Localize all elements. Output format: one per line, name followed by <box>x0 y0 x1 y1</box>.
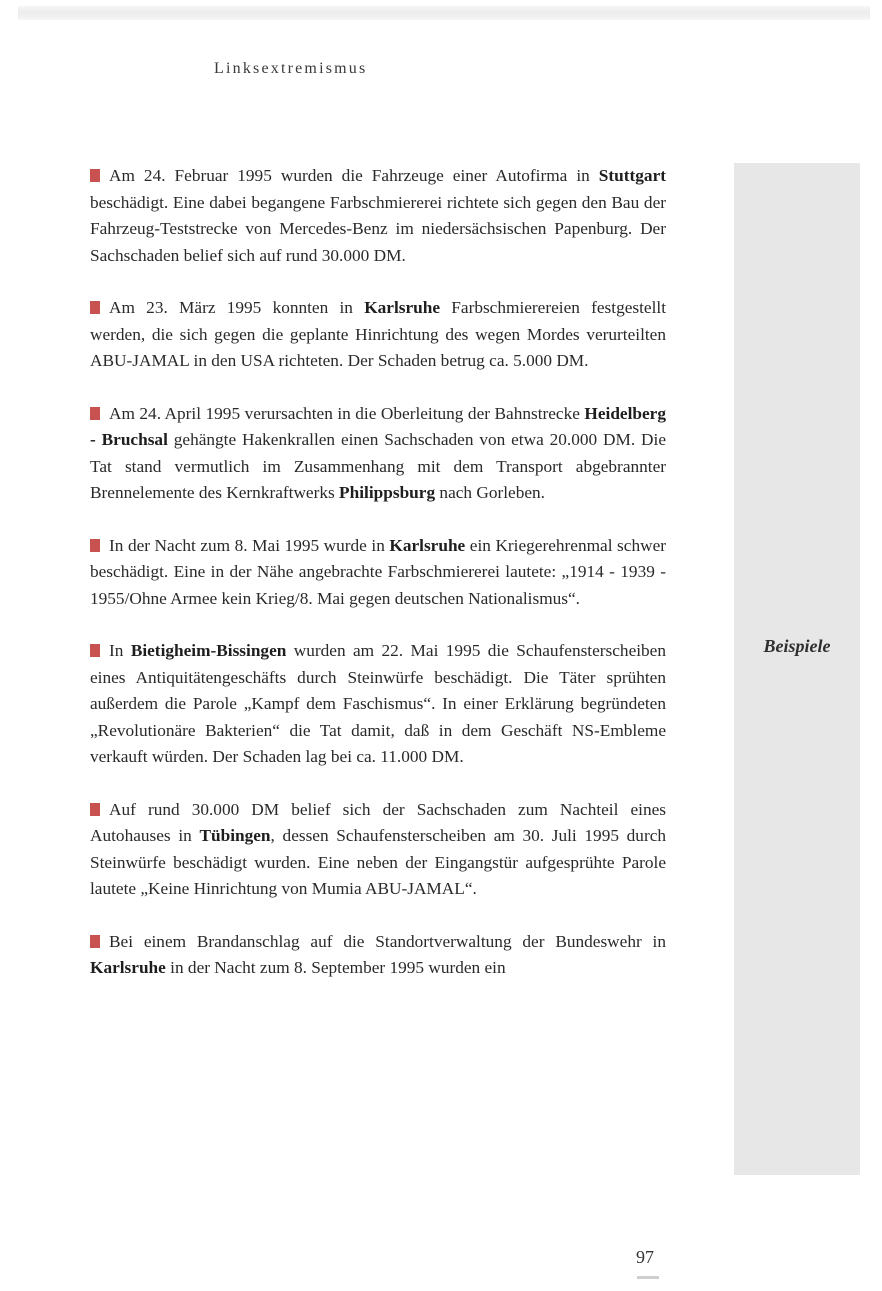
text-run: gehängte Hakenkrallen einen Sachschaden von etwa 20.000 DM. Die Tat stand vermutlich im Zusammenhang mit dem Transport abgebrannter Brennelemente des Kernkraftwerks <box>90 430 666 502</box>
text-run: In der Nacht zum 8. Mai 1995 wurde in <box>109 535 390 555</box>
text-run: beschädigt. Eine dabei begangene Farbschmiererei richtete sich gegen den Bau der Fahrzeug-Teststrecke von Mercedes-Benz im niedersächsischen Papenburg. Der Sachschaden belief sich auf rund 30.000 DM. <box>90 192 666 265</box>
paragraph-6 <box>90 797 666 903</box>
bullet-square-icon <box>90 169 100 182</box>
margin-label-beispiele: Beispiele <box>763 636 831 656</box>
text-run: in der Nacht zum 8. September 1995 wurden ein <box>165 958 506 977</box>
paragraph-2 <box>90 295 666 375</box>
bold-place-name: Tübingen <box>199 826 271 845</box>
text-run: Farbschmierereien festgestellt werden, die sich gegen die geplante Hinrichtung des wegen Mordes verurteilten ABU-JAMAL in den USA richteten. Der Schaden betrug ca. 5.000 DM. <box>90 298 666 370</box>
bold-place-name: Karlsruhe <box>364 298 441 317</box>
page-number-underline <box>637 1276 659 1279</box>
bold-place-name: Heidelberg - Bruchsal <box>90 403 666 449</box>
text-run: Am 23. März 1995 konnten in <box>109 298 365 317</box>
margin-column <box>734 163 860 1175</box>
bold-place-name: Karlsruhe <box>90 958 166 977</box>
running-header: Linksextremismus <box>214 60 368 77</box>
bold-place-name: Bietigheim-Bissingen <box>130 641 287 660</box>
paragraph-7 <box>90 929 666 982</box>
bold-place-name: Stuttgart <box>598 166 666 185</box>
text-run: Am 24. April 1995 verursachten in die Oberleitung der Bahnstrecke <box>109 403 585 423</box>
paragraph-1 <box>90 163 666 269</box>
paragraph-5 <box>90 638 666 771</box>
body-text <box>90 163 666 1008</box>
text-run: nach Gorleben. <box>435 483 545 502</box>
text-run: wurden am 22. Mai 1995 die Schaufensterscheiben eines Antiquitätengeschäfts durch Steinwürfe beschädigt. Die Täter sprühten außerdem die Parole „Kampf dem Faschismus“. In einer Erklärung begründeten „Revolutionäre Bakterien“ die Tat damit, daß in dem Geschäft NS-Embleme verkauft würden. Der Schaden lag bei ca. 11.000 DM. <box>90 641 666 766</box>
text-run: , dessen Schaufensterscheiben am 30. Juli 1995 durch Steinwürfe beschädigt wurden. Eine neben der Eingangstür aufgesprühte Parole lautete „Keine Hinrichtung von Mumia ABU-JAMAL“. <box>90 826 667 898</box>
bullet-square-icon <box>90 407 100 420</box>
bold-place-name: Karlsruhe <box>389 535 466 555</box>
text-run: Am 24. Februar 1995 wurden die Fahrzeuge einer Autofirma in <box>109 166 599 185</box>
bullet-square-icon <box>90 539 100 552</box>
top-edge-shadow <box>18 6 870 20</box>
bullet-square-icon <box>90 644 100 657</box>
paragraph-4 <box>90 533 666 613</box>
text-run: Bei einem Brandanschlag auf die Standortverwaltung der Bundeswehr in <box>109 931 666 951</box>
bullet-square-icon <box>90 935 100 948</box>
bullet-square-icon <box>90 301 100 314</box>
text-run: In <box>109 641 131 660</box>
paragraph-3 <box>90 401 666 507</box>
bullet-square-icon <box>90 803 100 816</box>
text-run: Auf rund 30.000 DM belief sich der Sachschaden zum Nachteil eines Autohauses in <box>90 799 666 845</box>
page-number: 97 <box>636 1247 654 1267</box>
bold-place-name: Philippsburg <box>339 483 436 502</box>
text-run: ein Kriegerehrenmal schwer beschädigt. Eine in der Nähe angebrachte Farbschmiererei lautete: „1914 - 1939 - 1955/Ohne Armee kein Krieg/8. Mai gegen deutschen Nationalismus“. <box>90 535 666 608</box>
